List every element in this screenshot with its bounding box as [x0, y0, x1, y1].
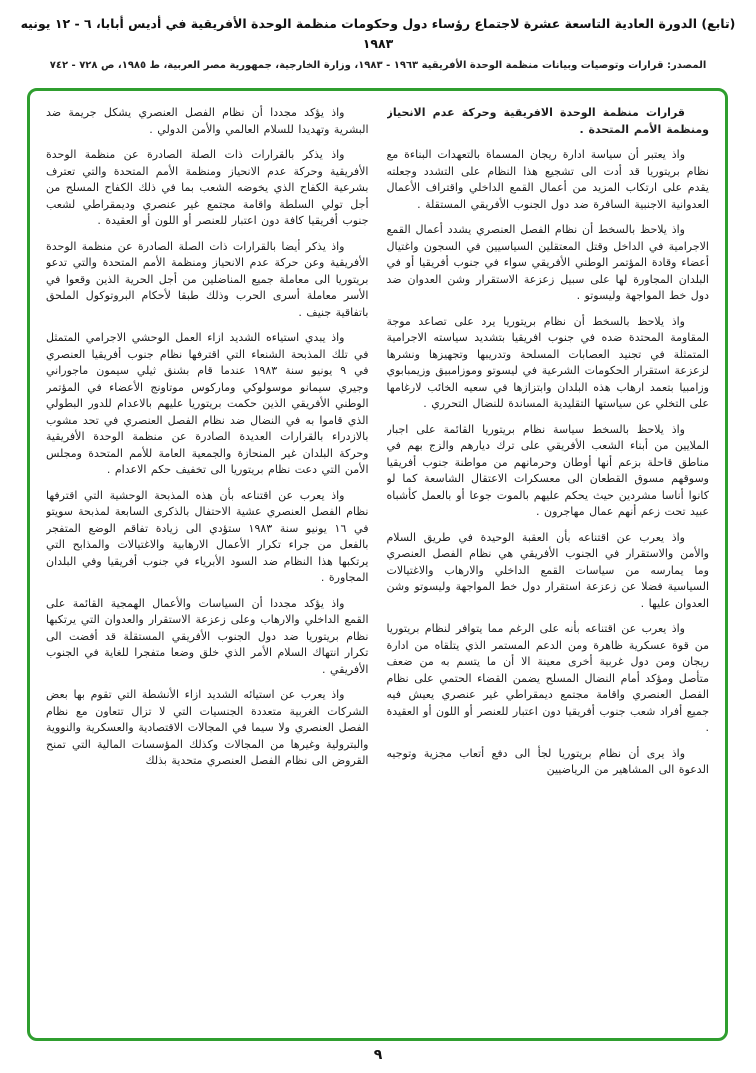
paragraph: واذ يبدي استياءه الشديد ازاء العمل الوحشي الاجرامي المتمثل في تلك المذبحة الشنعاء التي اقترفها نظام جنوب أفريقيا العنصري في ٩ يونيو سنة ١٩٨٣ عندما قام بشنق ثيلي سيمون ماجوراني وجيري سيمانو موسولوكي وماركوس موتاونج الأعضاء في المؤتمر الوطني الأفريقي الذين حكمت بريتوريا عليهم بالاعدام للدور البطولي الذي قاموا به في النضال ضد نظام الفصل العنصري في تحد مشوب بالازدراء بالقرارات العديدة الصادرة عن منظمة الوحدة الأفريقية وحركة البلدان غير المنحازة والجمعية العامة للأمم المتحدة ومجلس الأمن التي دعت نظام بريتوريا الى تخفيف حكم الاعدام .	[46, 331, 369, 476]
paragraph: واذ يعرب عن اقتناعه بأن العقبة الوحيدة في طريق السلام والأمن والاستقرار في الجنوب الأفريقي هي نظام الفصل العنصري وما يمارسه من سياسات القمع الداخلي والارهاب والاغتيالات السياسية فضلا عن زعزعة استقرار دول خط المواجهة وليسوتو وشن العدوان عليها .	[386, 530, 709, 610]
paragraph: قرارات منظمة الوحدة الافريقية وحركة عدم الانحياز ومنظمة الأمم المتحدة .	[386, 106, 709, 136]
paragraph: واذ يلاحظ بالسخط أن نظام الفصل العنصري يشدد أعمال القمع الاجرامية في الداخل وقتل المعتقلين السياسيين في السجون واغتيال أعضاء وقادة المؤتمر الوطني الأفريقي سواء في جنوب أفريقيا أو في البلدان المجاورة لها على سبيل زعزعة الاستقرار وشن العدوان ضد دول خط المواجهة وليسوتو .	[386, 223, 709, 302]
document-source-line: المصدر: قرارات وتوصيات وبيانات منظمة الوحدة الأفريقية ١٩٦٣ - ١٩٨٣، وزارة الخارجية، جمهورية مصر العربية، ط ١٩٨٥، ص ٧٢٨ - ٧٤٢	[49, 60, 707, 71]
paragraph: واذ يعرب عن اقتناعه بأنه على الرغم مما يتوافر لنظام بريتوريا من قوة عسكرية ظاهرة ومن الدعم المستمر الذي يتلقاه من ادارة ريجان ومن دول غربية أخرى معينة الا أن ما يتسم به من ضعف متأصل ومؤكد أمام النضال المسلح يضمن القضاء الحتمي على نظام الفصل العنصري واقامة مجتمع ديمقراطي غير عنصري يعيش فيه جميع أفراد شعب جنوب أفريقيا دون اعتبار للعنصر أو اللون أو العقيدة .	[386, 622, 709, 734]
paragraph: واذ يلاحظ بالسخط أن نظام بريتوريا يرد على تصاعد موجة المقاومة المحتدة ضده في جنوب افريقيا بتشديد سياسته الاجرامية المتمثلة في تجنيد العصابات المسلحة وتدريبها وتجهيزها ونشرها لزعزعة استقرار الحكومات الشرعية في ليسوتو وموزامبيق وزيمبابوي وزامبيا بتعمد ارهاب هذه البلدان وابتزازها في سعيه الخائب لارغامها على التخلي عن سياستها التقليدية المساندة للنضال التحرري .	[386, 314, 709, 410]
two-column-text	[46, 105, 709, 1028]
paragraph: واذ يؤكد مجددا أن نظام الفصل العنصري يشكل جريمة ضد البشرية وتهديدا للسلام العالمي والأمن الدولي .	[46, 106, 369, 136]
paragraph: واذ يرى أن نظام بريتوريا لجأ الى دفع أتعاب مجزية وتوجيه الدعوة الى المشاهير من الرياضيين	[386, 746, 709, 776]
right-text-column	[387, 105, 710, 1028]
paragraph: واذ يؤكد مجددا أن السياسات والأعمال الهمجية القائمة على القمع الداخلي والارهاب وعلى زعزعة الاستقرار والعدوان التي يرتكبها نظام بريتوريا ضد دول الجنوب الأفريقي المستقلة قد أفضت الى تكرار انتهاك السلام الأمر الذي خلق وضعا متفجرا للغاية في الجنوب الأفريقي .	[46, 596, 369, 676]
paragraph: واذ يعتبر أن سياسة ادارة ريجان المسماة بالتعهدات البناءة مع نظام بريتوريا قد أدت الى تشجيع هذا النظام على التشدد وجعلته يقدم على ارتكاب المزيد من أعمال القمع الداخلي واقتراف الأعمال العدوانية الاجنبية السافرة ضد دول الجنوب الأفريقي المستقلة .	[386, 148, 709, 211]
paragraph: واذ يعرب عن اقتناعه بأن هذه المذبحة الوحشية التي اقترفها نظام الفصل العنصري عشية الاحتفال بالذكرى السابعة لمذبحة سويتو في ١٦ يونيو سنة ١٩٨٣ ستؤدي الى زيادة تفاقم الوضع المتفجر بالفعل من جراء تكرار الأعمال الارهابية والاغتيالات والمذابح التي يرتكبها هذا النظام ضد السود الأبرياء في جنوب أفريقيا وفي البلدان المجاورة .	[46, 488, 369, 584]
paragraph: واذ يلاحظ بالسخط سياسة نظام بريتوريا القائمة على اجبار الملايين من أبناء الشعب الأفريقي على ترك ديارهم والزج بهم في مناطق قاحلة بزعم أنها أوطان وحرمانهم من مواطنة جنوب أفريقيا وسوقهم مسوق القطعان الى معسكرات الاعتقال الشاسعة كما لو كانوا أناسا مشردين حيث يحكم عليهم بالموت جوعا أو بالعمل كأشباه عبيد تحت زعم أنهم عمال مهاجرون .	[386, 422, 709, 518]
page-number: ٩	[373, 1047, 383, 1063]
document-border	[27, 88, 728, 1041]
document-title: (تابع) الدورة العادية التاسعة عشرة لاجتماع رؤساء دول وحكومات منظمة الوحدة الأفريقية في أديس أبابا، ٦ - ١٢ يونيه ١٩٨٣	[20, 16, 736, 51]
paragraph: واذ يذكر بالقرارات ذات الصلة الصادرة عن منظمة الوحدة الأفريقية وحركة عدم الانحياز ومنظمة الأمم المتحدة والتي تعترف بشرعية الكفاح الذي يخوضه الشعب بما في ذلك الكفاح المسلح من أجل تولي السلطة واقامة مجتمع غير عنصري وديمقراطي لشعب جنوب أفريقيا كافة دون اعتبار للعنصر أو اللون أو العقيدة .	[46, 148, 369, 227]
page-header	[10, 14, 746, 71]
paragraph: واذ يذكر أيضا بالقرارات ذات الصلة الصادرة عن منظمة الوحدة الأفريقية وعن حركة عدم الانحياز ومنظمة الأمم المتحدة والتي تدعو بريتوريا الى معاملة جميع المناضلين من أجل الحرية الذين وقعوا في الأسر معاملة أسرى الحرب وذلك طبقا لأحكام البروتوكول الملحق باتفاقية جنيف .	[46, 239, 369, 319]
left-text-column	[46, 105, 369, 1028]
paragraph: واذ يعرب عن استيائه الشديد ازاء الأنشطة التي تقوم بها بعض الشركات الغربية متعددة الجنسيات التي لا تزال تتعاون مع نظام الفصل العنصري ولا سيما في المجالات الاقتصادية والعسكرية والنووية والبترولية وغيرها من المجالات وكذلك المؤسسات المالية التي تمنح القروض الى نظام الفصل العنصري متحدية بذلك	[46, 688, 369, 767]
